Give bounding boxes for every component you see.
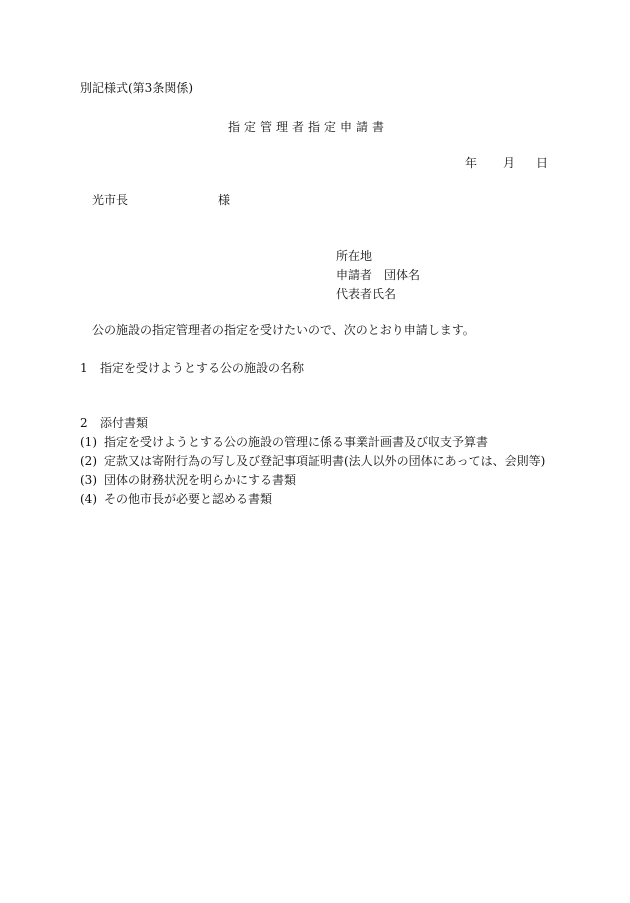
addressee-honorific: 様 — [218, 193, 231, 207]
form-label: 別記様式(第3条関係) — [80, 81, 193, 95]
attachment-label: (1) — [80, 435, 97, 449]
attachment-3 — [80, 472, 296, 488]
applicant-label: 申請者 — [336, 268, 373, 282]
item-number: 2 — [80, 416, 88, 430]
attachment-label: (4) — [80, 492, 97, 506]
item-text: 指定を受けようとする公の施設の名称 — [100, 361, 305, 375]
attachment-text: 定款又は寄附行為の写し及び登記事項証明書(法人以外の団体にあっては、会則等) — [104, 454, 546, 468]
date-day-label: 日 — [536, 156, 549, 170]
attachment-1 — [80, 434, 488, 450]
item-1 — [80, 360, 304, 376]
item-2 — [80, 415, 148, 431]
attachment-text: 団体の財務状況を明らかにする書類 — [104, 473, 297, 487]
document-title: 指定管理者指定申請書 — [228, 120, 389, 134]
attachment-4 — [80, 491, 272, 507]
item-number: 1 — [80, 361, 88, 375]
org-name-label: 団体名 — [384, 268, 421, 282]
attachment-text: その他市長が必要と認める書類 — [104, 492, 273, 506]
attachment-text: 指定を受けようとする公の施設の管理に係る事業計画書及び収支予算書 — [104, 435, 489, 449]
attachment-label: (3) — [80, 473, 97, 487]
representative-label: 代表者氏名 — [336, 287, 397, 301]
address-label: 所在地 — [336, 249, 373, 263]
date-month-label: 月 — [503, 156, 516, 170]
attachment-2 — [80, 453, 545, 469]
intro-paragraph: 公の施設の指定管理者の指定を受けたいので、次のとおり申請します。 — [92, 323, 475, 337]
item-text: 添付書類 — [100, 416, 149, 430]
addressee-name: 光市長 — [92, 193, 129, 207]
date-year-label: 年 — [465, 156, 478, 170]
attachment-label: (2) — [80, 454, 97, 468]
